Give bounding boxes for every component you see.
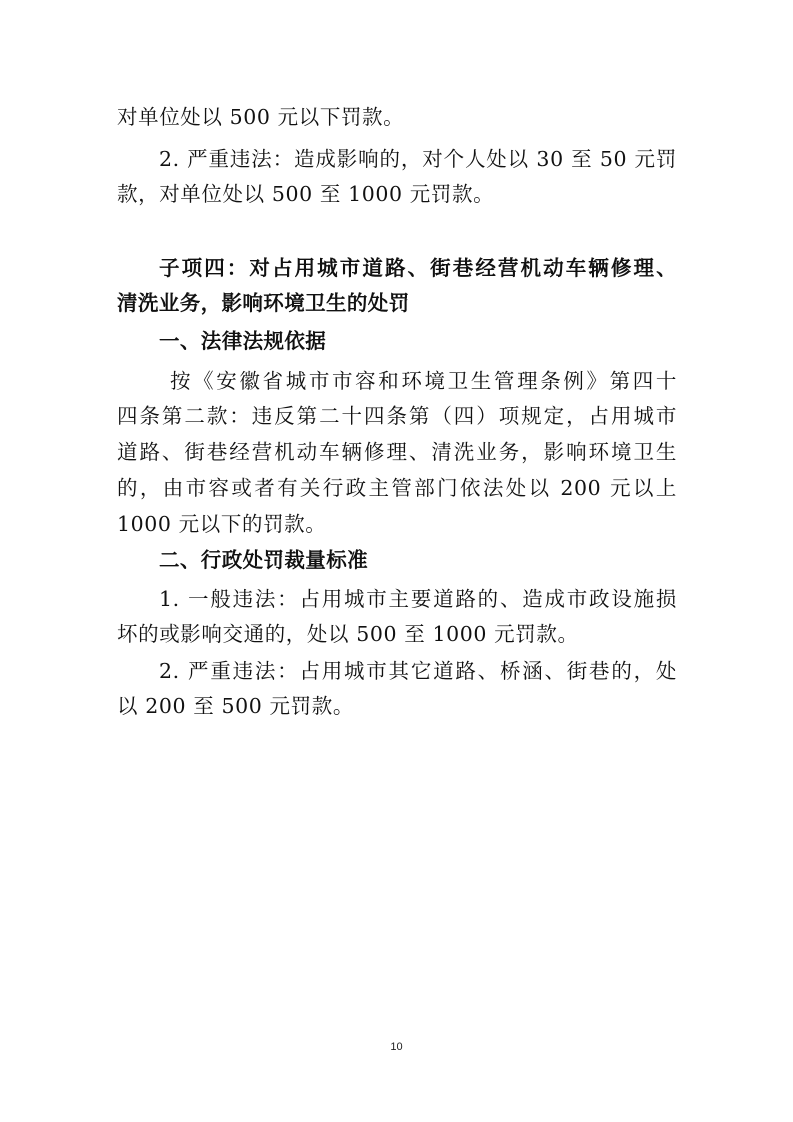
body-text-line: 1000 元以下的罚款。 bbox=[117, 512, 327, 536]
body-text-line: 按《安徽省城市市容和环境卫生管理条例》第四十 bbox=[170, 369, 677, 393]
body-text-line: 2. 严重违法：占用城市其它道路、桥涵、街巷的，处 bbox=[159, 659, 677, 683]
body-text-line: 对单位处以 500 元以下罚款。 bbox=[117, 105, 405, 129]
body-text-line: 四条第二款：违反第二十四条第（四）项规定，占用城市 bbox=[117, 404, 677, 428]
subsection-heading: 一、法律法规依据 bbox=[159, 329, 327, 353]
page-number: 10 bbox=[390, 1041, 403, 1053]
subsection-heading: 二、行政处罚裁量标准 bbox=[159, 548, 368, 572]
section-heading: 清洗业务，影响环境卫生的处罚 bbox=[117, 291, 410, 315]
section-heading: 子项四：对占用城市道路、街巷经营机动车辆修理、 bbox=[159, 256, 677, 280]
body-text-line: 2. 严重违法：造成影响的，对个人处以 30 至 50 元罚 bbox=[159, 147, 677, 171]
body-text-line: 坏的或影响交通的，处以 500 至 1000 元罚款。 bbox=[117, 622, 579, 646]
body-text-line: 1. 一般违法：占用城市主要道路的、造成市政设施损 bbox=[159, 587, 677, 611]
body-text-line: 款，对单位处以 500 至 1000 元罚款。 bbox=[117, 182, 495, 206]
body-text-line: 道路、街巷经营机动车辆修理、清洗业务，影响环境卫生 bbox=[117, 440, 677, 464]
body-text-line: 的，由市容或者有关行政主管部门依法处以 200 元以上 bbox=[117, 476, 677, 500]
body-text-line: 以 200 至 500 元罚款。 bbox=[117, 694, 354, 718]
